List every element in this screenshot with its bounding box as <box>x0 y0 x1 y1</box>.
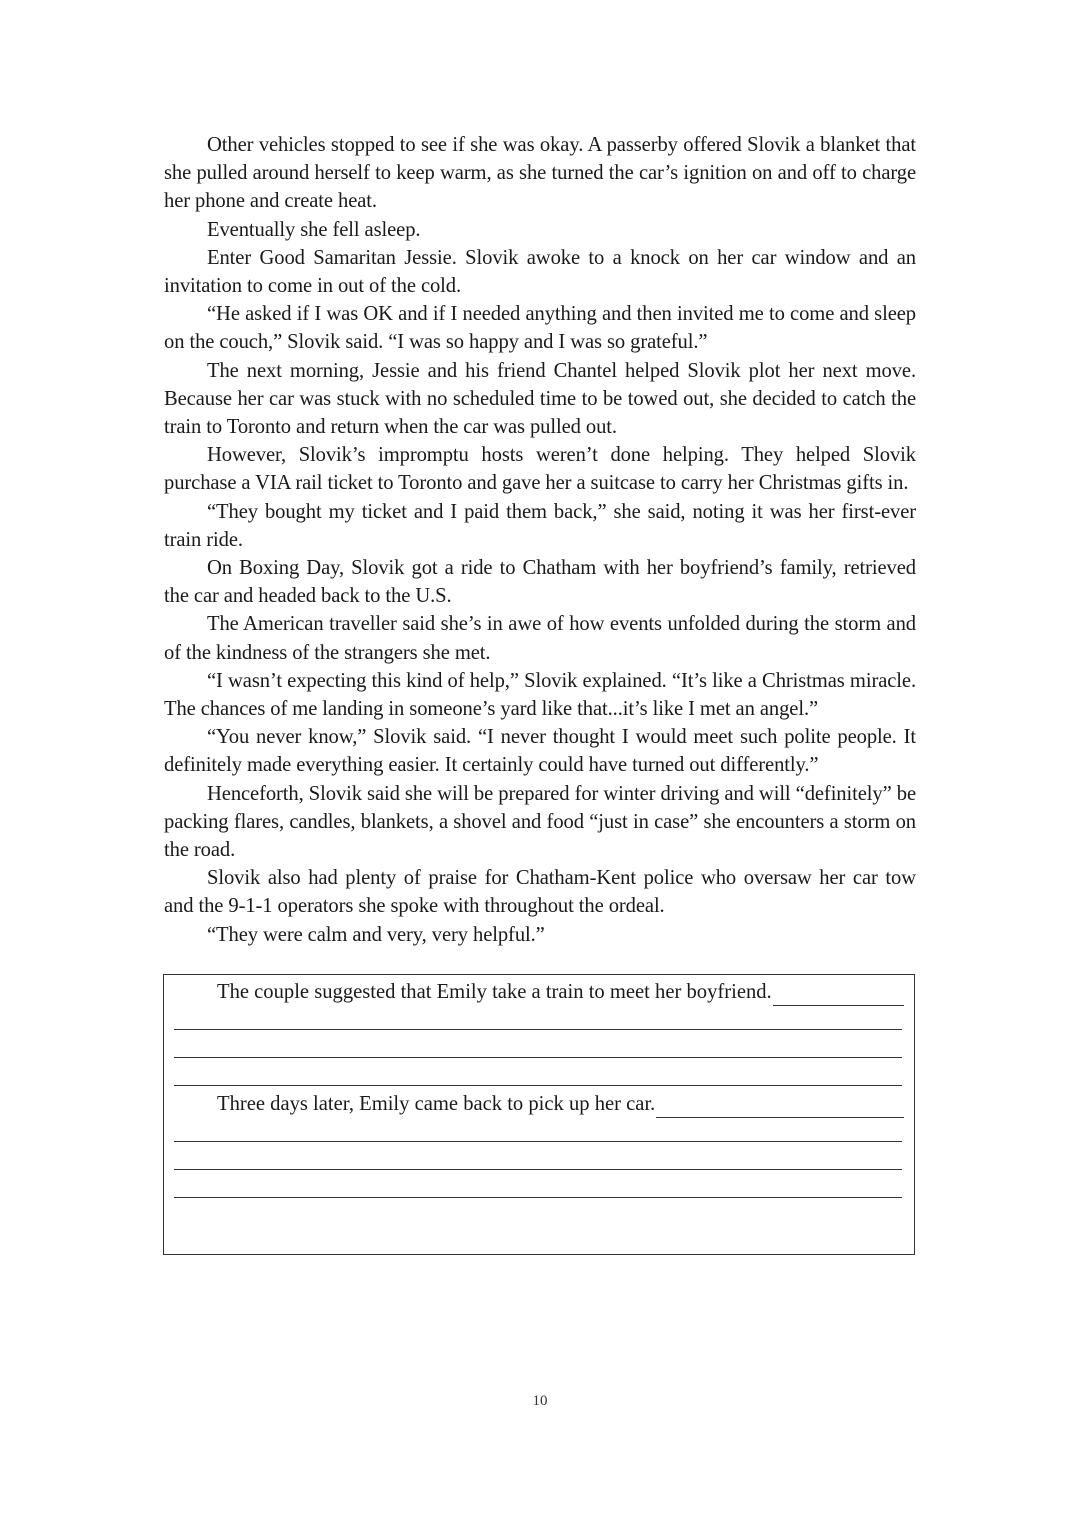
answer-line[interactable] <box>174 1197 902 1198</box>
article-text <box>164 131 916 949</box>
paragraph: However, Slovik’s impromptu hosts weren’t done helping. They helped Slovik purchase a VIA rail ticket to Toronto and gave her a suitcase to carry her Christmas gifts in. <box>164 444 916 495</box>
paragraph: Other vehicles stopped to see if she was okay. A passerby offered Slovik a blanket that she pulled around herself to keep warm, as she turned the car’s ignition on and off to charge her phone and create heat. <box>164 134 916 213</box>
paragraph: “I wasn’t expecting this kind of help,” Slovik explained. “It’s like a Christmas miracle. The chances of me landing in someone’s yard like that...it’s like I met an angel.” <box>164 669 916 721</box>
answer-line[interactable] <box>174 1085 902 1086</box>
continuation-prompt-2 <box>217 1090 904 1118</box>
paragraph: The American traveller said she’s in awe of how events unfolded during the storm and of the kindness of the strangers she met. <box>164 613 916 664</box>
paragraph: Henceforth, Slovik said she will be prepared for winter driving and will “definitely” be packing flares, candles, blankets, a shovel and food “just in case” she encounters a storm on the road. <box>164 782 916 862</box>
answer-line[interactable] <box>174 1141 902 1142</box>
paragraph: Eventually she fell asleep. <box>207 218 421 241</box>
continuation-prompt-1 <box>217 978 904 1006</box>
paragraph: The next morning, Jessie and his friend Chantel helped Slovik plot her next move. Because her car was stuck with no scheduled time to be towed out, she decided to catch the train to Toronto and return when the car was pulled out. <box>164 359 916 439</box>
prompt-text: The couple suggested that Emily take a train to meet her boyfriend. <box>217 981 772 1003</box>
answer-line[interactable] <box>174 1169 902 1170</box>
paragraph: “You never know,” Slovik said. “I never thought I would meet such polite people. It definitely made everything easier. It certainly could have turned out differently.” <box>164 726 916 777</box>
page-number: 10 <box>532 1393 548 1409</box>
paragraph: “He asked if I was OK and if I needed anything and then invited me to come and sleep on the couch,” Slovik said. “I was so happy and I was so grateful.” <box>164 303 916 354</box>
answer-line[interactable] <box>174 1057 902 1058</box>
answer-line[interactable] <box>174 1029 902 1030</box>
prompt-text: Three days later, Emily came back to pick up her car. <box>217 1093 656 1115</box>
paragraph: On Boxing Day, Slovik got a ride to Chatham with her boyfriend’s family, retrieved the car and headed back to the U.S. <box>164 557 916 608</box>
paragraph: Slovik also had plenty of praise for Chatham-Kent police who oversaw her car tow and the 9-1-1 operators she spoke with throughout the ordeal. <box>164 867 916 918</box>
paragraph: Enter Good Samaritan Jessie. Slovik awoke to a knock on her car window and an invitation to come in out of the cold. <box>164 246 916 298</box>
answer-line[interactable] <box>656 1095 904 1118</box>
paragraph: “They were calm and very, very helpful.” <box>207 923 545 946</box>
paragraph: “They bought my ticket and I paid them back,” she said, noting it was her first-ever train ride. <box>164 500 916 551</box>
writing-answer-box <box>163 974 915 1255</box>
answer-line[interactable] <box>773 983 904 1006</box>
